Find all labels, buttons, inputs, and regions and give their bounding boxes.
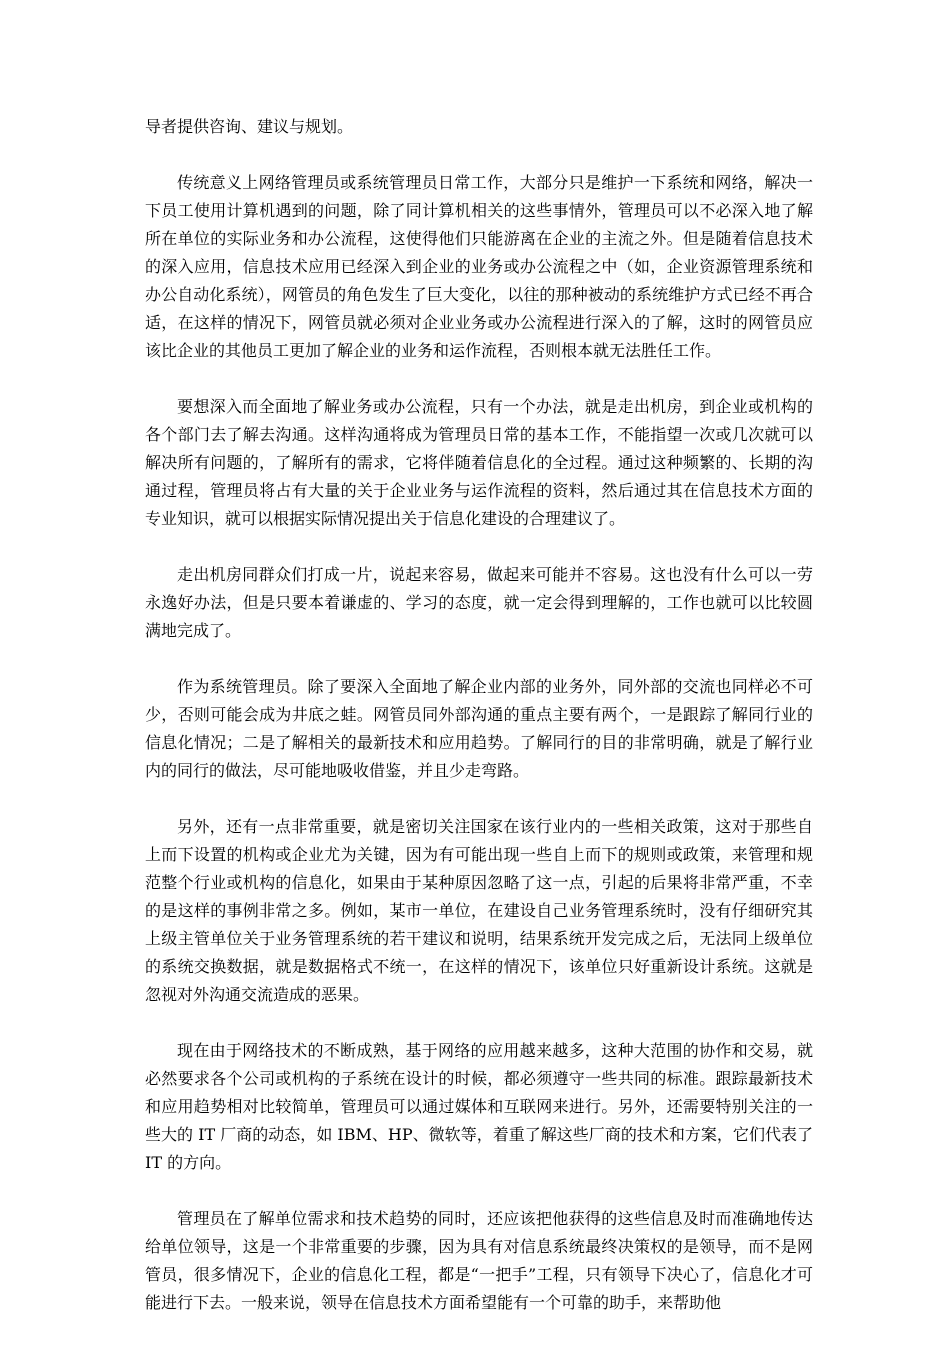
paragraph: 传统意义上网络管理员或系统管理员日常工作，大部分只是维护一下系统和网络，解决一下员工使用计算机遇到的问题，除了同计算机相关的这些事情外，管理员可以不必深入地了解所在单位的实际业务和办公流程，这使得他们只能游离在企业的主流之外。但是随着信息技术的深入应用，信息技术应用已经深入到企业的业务或办公流程之中（如，企业资源管理系统和办公自动化系统），网管员的角色发生了巨大变化，以往的那种被动的系统维护方式已经不再合适，在这样的情况下，网管员就必须对企业业务或办公流程进行深入的了解，这时的网管员应该比企业的其他员工更加了解企业的业务和运作流程，否则根本就无法胜任工作。 xyxy=(145,173,813,360)
paragraph-continuation: 导者提供咨询、建议与规划。 xyxy=(145,117,354,136)
paragraph: 管理员在了解单位需求和技术趋势的同时，还应该把他获得的这些信息及时而准确地传达给单位领导，这是一个非常重要的步骤，因为具有对信息系统最终决策权的是领导，而不是网管员，很多情况下，企业的信息化工程，都是“一把手”工程，只有领导下决心了，信息化才可能进行下去。一般来说，领导在信息技术方面希望能有一个可靠的助手，来帮助他 xyxy=(145,1209,813,1312)
paragraph: 作为系统管理员。除了要深入全面地了解企业内部的业务外，同外部的交流也同样必不可少，否则可能会成为井底之蛙。网管员同外部沟通的重点主要有两个，一是跟踪了解同行业的信息化情况；二是了解相关的最新技术和应用趋势。了解同行的目的非常明确，就是了解行业内的同行的做法，尽可能地吸收借鉴，并且少走弯路。 xyxy=(145,677,813,780)
paragraph: 另外，还有一点非常重要，就是密切关注国家在该行业内的一些相关政策，这对于那些自上而下设置的机构或企业尤为关键，因为有可能出现一些自上而下的规则或政策，来管理和规范整个行业或机构的信息化，如果由于某种原因忽略了这一点，引起的后果将非常严重，不幸的是这样的事例非常之多。例如，某市一单位，在建设自己业务管理系统时，没有仔细研究其上级主管单位关于业务管理系统的若干建议和说明，结果系统开发完成之后，无法同上级单位的系统交换数据，就是数据格式不统一，在这样的情况下，该单位只好重新设计系统。这就是忽视对外沟通交流造成的恶果。 xyxy=(145,817,813,1004)
paragraph: 要想深入而全面地了解业务或办公流程，只有一个办法，就是走出机房，到企业或机构的各个部门去了解去沟通。这样沟通将成为管理员日常的基本工作，不能指望一次或几次就可以解决所有问题的，了解所有的需求，它将伴随着信息化的全过程。通过这种频繁的、长期的沟通过程，管理员将占有大量的关于企业业务与运作流程的资料，然后通过其在信息技术方面的专业知识，就可以根据实际情况提出关于信息化建设的合理建议了。 xyxy=(145,397,813,528)
document-page xyxy=(145,113,813,1345)
paragraph: 现在由于网络技术的不断成熟，基于网络的应用越来越多，这种大范围的协作和交易，就必然要求各个公司或机构的子系统在设计的时候，都必须遵守一些共同的标准。跟踪最新技术和应用趋势相对比较简单，管理员可以通过媒体和互联网来进行。另外，还需要特别关注的一些大的 IT 厂商的动态，如 IBM、HP、微软等，着重了解这些厂商的技术和方案，它们代表了 IT 的方向。 xyxy=(145,1041,813,1172)
paragraph: 走出机房同群众们打成一片，说起来容易，做起来可能并不容易。这也没有什么可以一劳永逸好办法，但是只要本着谦虚的、学习的态度，就一定会得到理解的，工作也就可以比较圆满地完成了。 xyxy=(145,565,813,640)
